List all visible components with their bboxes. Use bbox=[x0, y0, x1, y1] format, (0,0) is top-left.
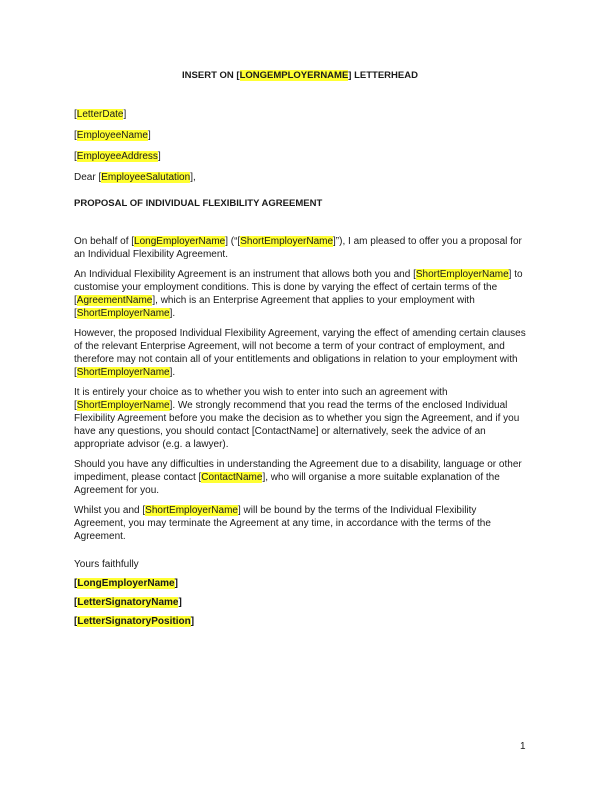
signatory-name-line: [LetterSignatoryName] bbox=[74, 597, 182, 608]
letter-date-field: LetterDate bbox=[76, 109, 124, 120]
yours-faithfully: Yours faithfully bbox=[74, 559, 139, 570]
closing-employer-field: LongEmployerName bbox=[77, 578, 175, 589]
p2-field-agreement-name: AgreementName bbox=[76, 295, 153, 306]
employee-address-field: EmployeeAddress bbox=[76, 151, 158, 162]
address-block bbox=[74, 104, 534, 188]
p1-text-a: On behalf of [ bbox=[74, 236, 135, 247]
signatory-name-field: LetterSignatoryName bbox=[77, 597, 179, 608]
page-number: 1 bbox=[520, 741, 526, 752]
employee-address-line: [EmployeeAddress] bbox=[74, 151, 161, 162]
p4-text-a: It is entirely your choice as to whether you wish to enter into such an agreement with [ bbox=[74, 387, 448, 411]
paragraph-3 bbox=[74, 327, 529, 379]
letter-body bbox=[74, 235, 529, 550]
paragraph-1 bbox=[74, 235, 529, 261]
employee-name-field: EmployeeName bbox=[76, 130, 148, 141]
p1-field-short-employer: ShortEmployerName bbox=[240, 236, 334, 247]
signatory-position-line: [LetterSignatoryPosition] bbox=[74, 616, 195, 627]
p6-field-short-employer: ShortEmployerName bbox=[145, 505, 238, 516]
p2-text-a: An Individual Flexibility Agreement is an instrument that allows both you and [ bbox=[74, 269, 416, 280]
signatory-position-field: LetterSignatoryPosition bbox=[77, 616, 191, 627]
letterhead-prefix: INSERT ON [ bbox=[182, 70, 240, 81]
closing-block bbox=[74, 555, 534, 631]
letterhead-field: LONGEMPLOYERNAME bbox=[239, 70, 349, 81]
p4-field-short-employer: ShortEmployerName bbox=[76, 400, 170, 411]
p3-text-b: ]. bbox=[169, 367, 176, 378]
letterhead-heading bbox=[0, 69, 600, 82]
p2-text-b: ] to customise your employment conditions. This is done by varying the effect of certain terms of the [ bbox=[74, 269, 523, 306]
p5-text-a: Should you have any difficulties in understanding the Agreement due to a disability, language or other impediment, please contact [ bbox=[74, 459, 522, 483]
p2-field-short-employer: ShortEmployerName bbox=[415, 269, 509, 280]
paragraph-5 bbox=[74, 458, 529, 497]
salutation-end: ], bbox=[190, 172, 196, 183]
subject-heading: PROPOSAL OF INDIVIDUAL FLEXIBILITY AGREEMENT bbox=[74, 198, 323, 209]
letterhead-suffix: ] LETTERHEAD bbox=[348, 70, 418, 81]
p1-text-c: ]”), I am pleased to offer you a proposal for an Individual Flexibility Agreement. bbox=[74, 236, 522, 260]
paragraph-2 bbox=[74, 268, 529, 320]
p6-text-a: Whilst you and [ bbox=[74, 505, 146, 516]
p3-field-short-employer: ShortEmployerName bbox=[76, 367, 170, 378]
p1-text-b: ] (“[ bbox=[225, 236, 241, 247]
dear-text: Dear bbox=[74, 172, 99, 183]
closing-employer-line: [LongEmployerName] bbox=[74, 578, 178, 589]
p1-field-long-employer: LongEmployerName bbox=[134, 236, 226, 247]
paragraph-4 bbox=[74, 386, 529, 451]
p5-text-b: ], who will organise a more suitable explanation of the Agreement for you. bbox=[74, 472, 500, 496]
p2-field-short-employer-2: ShortEmployerName bbox=[76, 308, 170, 319]
paragraph-6 bbox=[74, 504, 529, 543]
salutation-line: Dear [EmployeeSalutation], bbox=[74, 172, 196, 183]
p2-text-c: ], which is an Enterprise Agreement that applies to your employment with [ bbox=[74, 295, 475, 319]
p3-text-a: However, the proposed Individual Flexibility Agreement, varying the effect of amending certain clauses of the relevant Enterprise Agreement, will not become a term of your contract of employment, and therefore may not contain all of your entitlements and obligations in relation to your employment with [ bbox=[74, 328, 526, 378]
p2-text-d: ]. bbox=[169, 308, 176, 319]
p5-field-contact-name: ContactName bbox=[201, 472, 263, 483]
letter-date-line: [LetterDate] bbox=[74, 109, 127, 120]
salutation-field: EmployeeSalutation bbox=[101, 172, 191, 183]
p4-text-b: ]. We strongly recommend that you read the terms of the enclosed Individual Flexibility Agreement before you make the decision as to whether you sign the Agreement, and if you have any questions, you should contact [ContactName] or alternatively, seek the advice of an appropriate advisor (e.g. a lawyer). bbox=[74, 400, 520, 450]
employee-name-line: [EmployeeName] bbox=[74, 130, 151, 141]
p6-text-b: ] will be bound by the terms of the Individual Flexibility Agreement, you may terminate the Agreement at any time, in accordance with the terms of the Agreement. bbox=[74, 505, 491, 542]
